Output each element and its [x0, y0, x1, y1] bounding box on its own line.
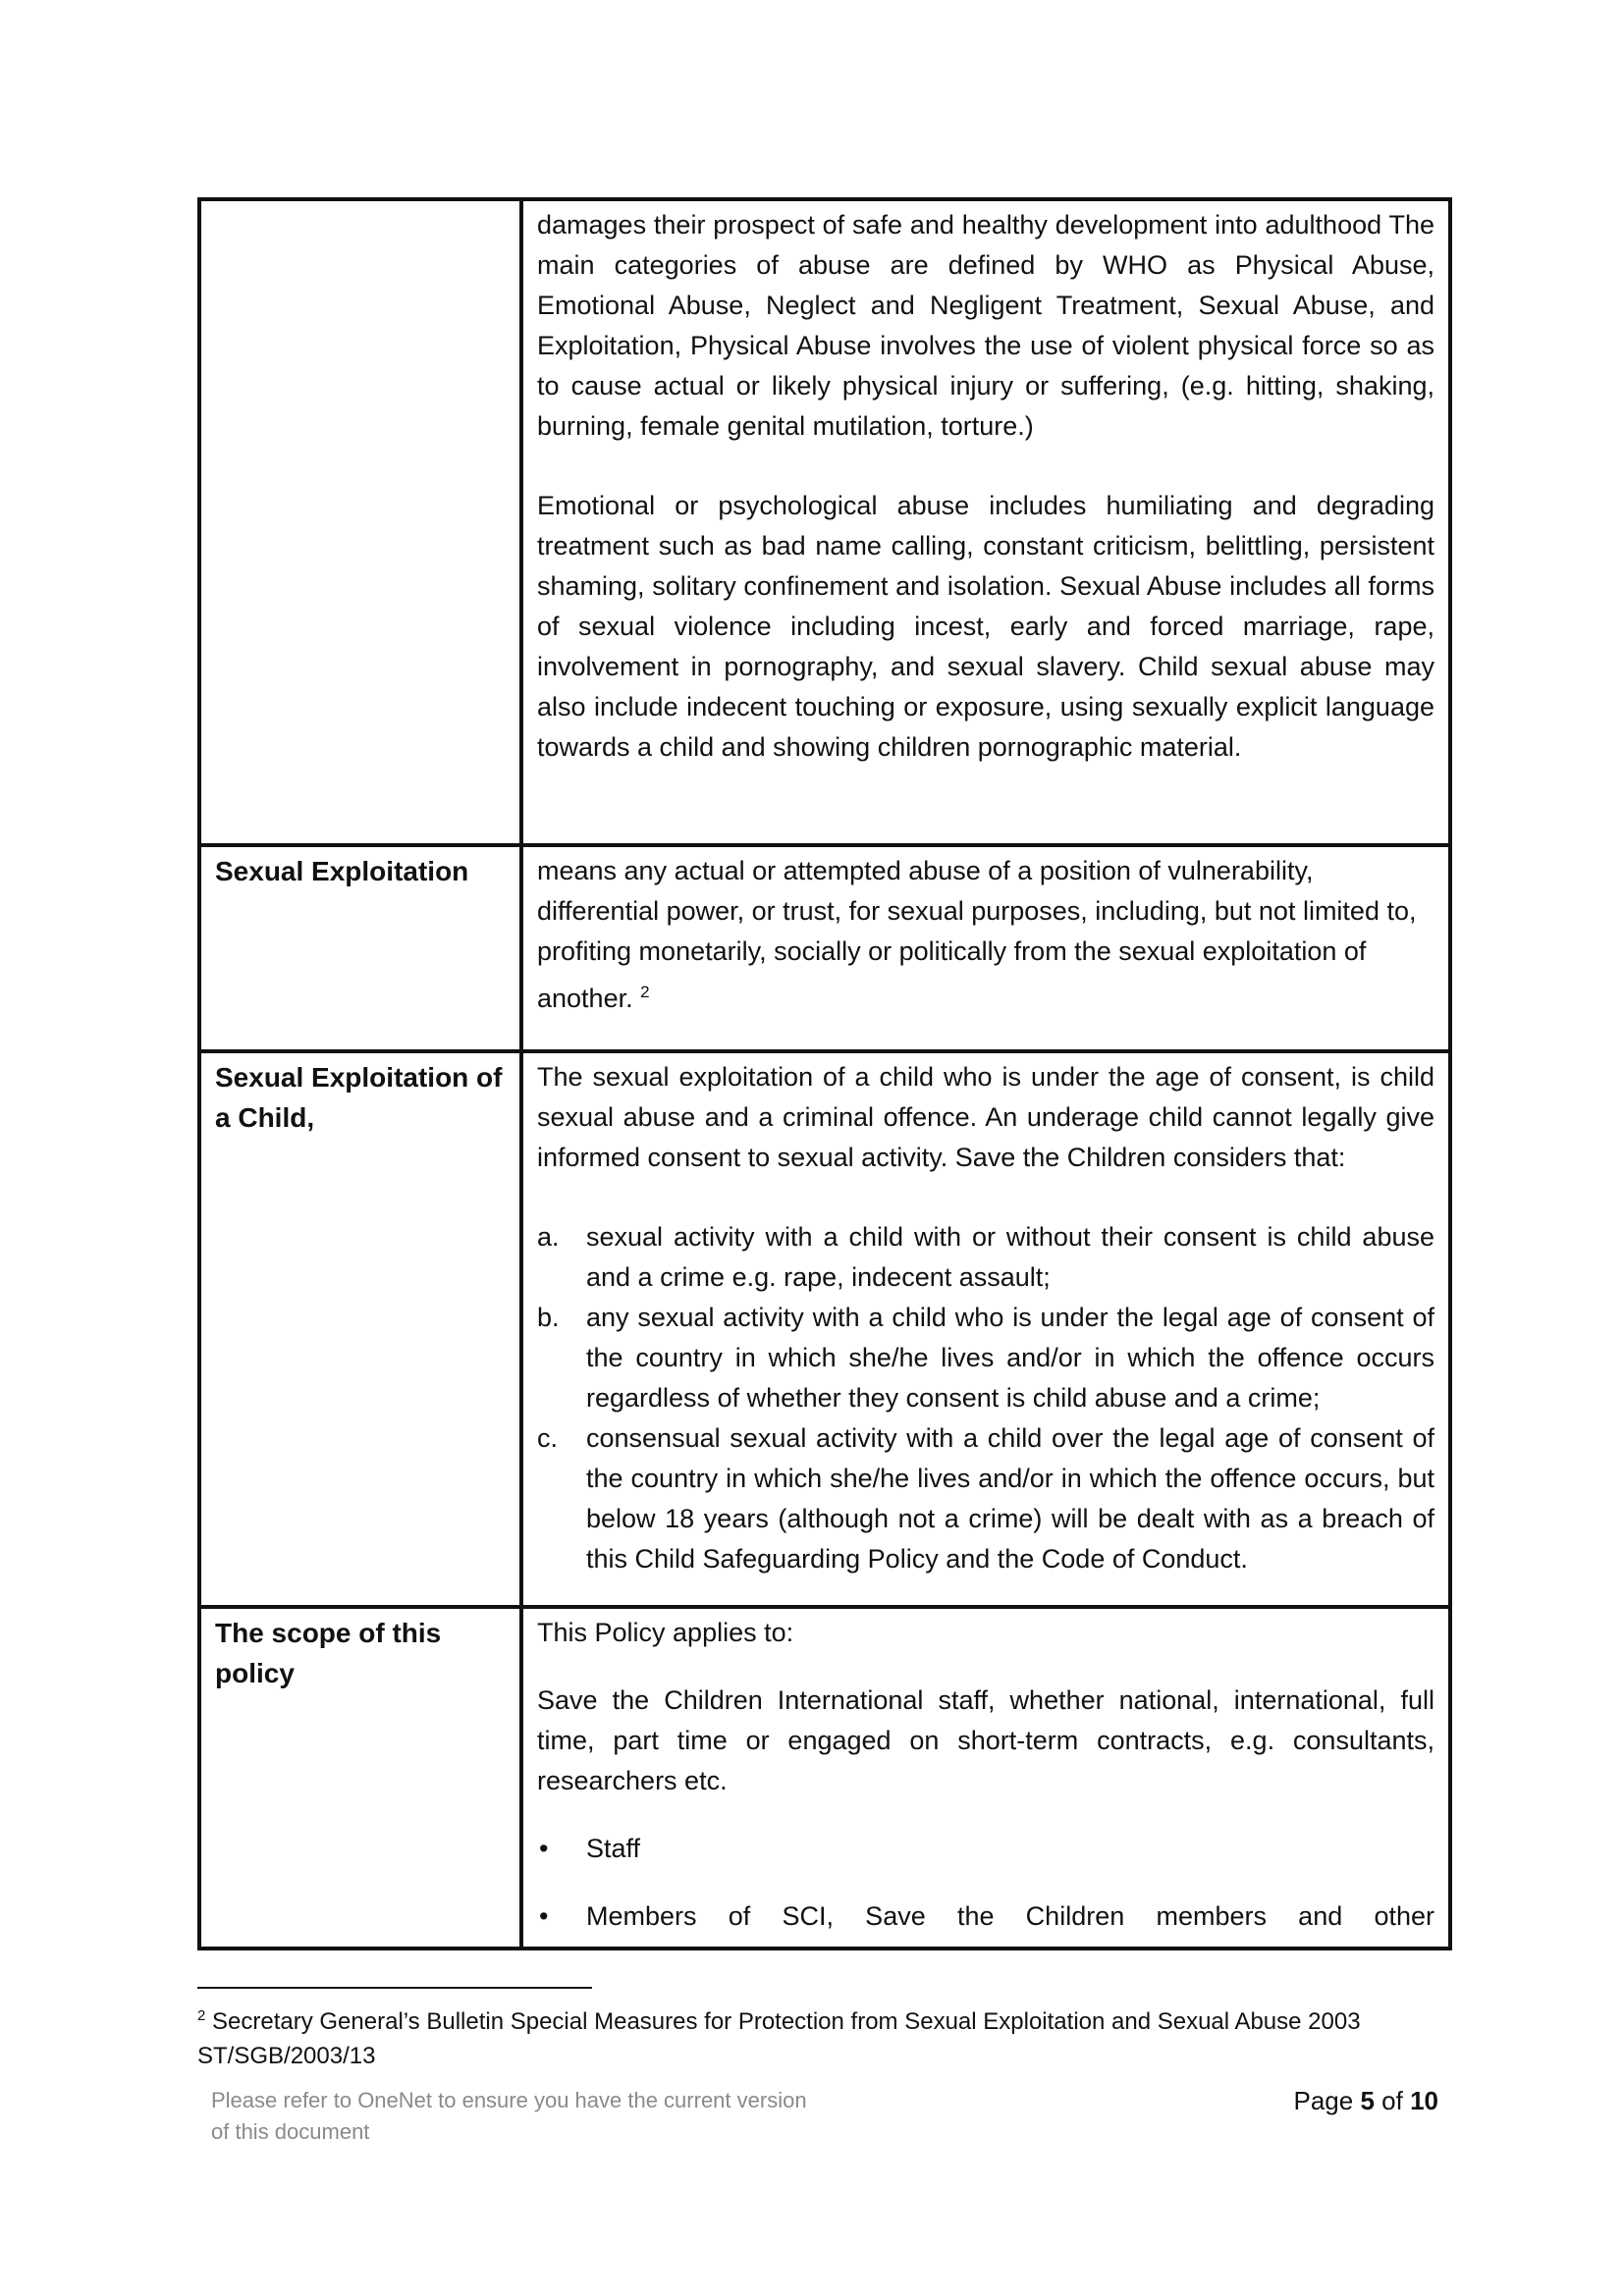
list-item-text: any sexual activity with a child who is under the legal age of consent of the country in which she/he lives and/or in which the offence occurs regardless of whether they consent is child abuse and a crime;: [586, 1303, 1434, 1413]
list-item-text: Members of SCI, Save the Children members and other: [586, 1901, 1434, 1931]
bullet-icon: •: [539, 1834, 549, 1863]
definition-cell: [521, 199, 1450, 845]
definition-paragraph: damages their prospect of safe and healthy development into adulthood The main categories of abuse are defined by WHO as Physical Abuse, Emotional Abuse, Neglect and Negligent Treatment, Sexual Abuse, and Exploitation, Physical Abuse involves the use of violent physical force so as to cause actual or likely physical injury or suffering, (e.g. hitting, shaking, burning, female genital mutilation, torture.): [537, 210, 1434, 441]
list-marker: c.: [537, 1423, 559, 1453]
footer-note: Please refer to OneNet to ensure you have the current version of this document: [211, 2088, 807, 2144]
list-item-text: Staff: [586, 1834, 641, 1863]
bullet-list: [537, 1829, 1434, 1937]
definitions-table: [197, 197, 1452, 1950]
definition-paragraph: Save the Children International staff, whether national, international, full time, part time or engaged on short-term contracts, e.g. consultants, researchers etc.: [537, 1685, 1434, 1795]
list-item: [537, 1418, 1434, 1579]
definition-cell: [521, 1051, 1450, 1607]
term-cell: The scope of this policy: [199, 1607, 521, 1949]
list-item-text: consensual sexual activity with a child over the legal age of consent of the country in which she/he lives and/or in which the offence occurs, but below 18 years (although not a crime) will be dealt with as a breach of this Child Safeguarding Policy and the Code of Conduct.: [586, 1423, 1434, 1574]
page-total: 10: [1410, 2086, 1438, 2115]
footnote-number: 2: [197, 2007, 206, 2024]
list-marker: b.: [537, 1303, 560, 1332]
table-row: [199, 1607, 1450, 1949]
term-cell: Sexual Exploitation: [199, 845, 521, 1051]
definition-cell: [521, 1607, 1450, 1949]
definition-paragraph: Emotional or psychological abuse includes humiliating and degrading treatment such as bad name calling, constant criticism, belittling, persistent shaming, solitary confinement and isolation. Sexual Abuse includes all forms of sexual violence including incest, early and forced marriage, rape, involvement in pornography, and sexual slavery. Child sexual abuse may also include indecent touching or exposure, using sexually explicit language towards a child and showing children pornographic material.: [537, 491, 1434, 762]
definition-paragraph: [537, 851, 1434, 1019]
table-row: [199, 845, 1450, 1051]
table-row: [199, 199, 1450, 845]
list-item: [537, 1298, 1434, 1418]
definition-text: means any actual or attempted abuse of a position of vulnerability, differential power, or trust, for sexual purposes, including, but not limited to, profiting monetarily, socially or politically from the sexual exploitation of another.: [537, 856, 1417, 1013]
term-cell: Sexual Exploitation of a Child,: [199, 1051, 521, 1607]
list-item: [537, 1217, 1434, 1298]
lettered-list: [537, 1217, 1434, 1579]
table-row: [199, 1051, 1450, 1607]
list-item: [537, 1829, 1434, 1869]
list-item: [537, 1896, 1434, 1937]
page-number: [1178, 2085, 1438, 2116]
footnote-ref[interactable]: 2: [640, 983, 650, 1001]
page-current: 5: [1360, 2086, 1375, 2115]
footnote-separator: [197, 1987, 592, 1989]
definition-cell: [521, 845, 1450, 1051]
page-label: Page: [1293, 2086, 1354, 2115]
bullet-icon: •: [539, 1901, 549, 1931]
list-item-text: sexual activity with a child with or without their consent is child abuse and a crime e.g. rape, indecent assault;: [586, 1222, 1434, 1292]
list-marker: a.: [537, 1222, 560, 1252]
term-cell: [199, 199, 521, 845]
of-label: of: [1381, 2086, 1403, 2115]
footnote: [197, 1999, 1454, 2073]
footnote-text: Secretary General’s Bulletin Special Measures for Protection from Sexual Exploitation and Sexual Abuse 2003 ST/SGB/2003/13: [197, 2008, 1361, 2069]
definition-paragraph: This Policy applies to:: [537, 1618, 794, 1647]
definition-intro: The sexual exploitation of a child who is under the age of consent, is child sexual abuse and a criminal offence. An underage child cannot legally give informed consent to sexual activity. Save the Children considers that:: [537, 1062, 1434, 1172]
